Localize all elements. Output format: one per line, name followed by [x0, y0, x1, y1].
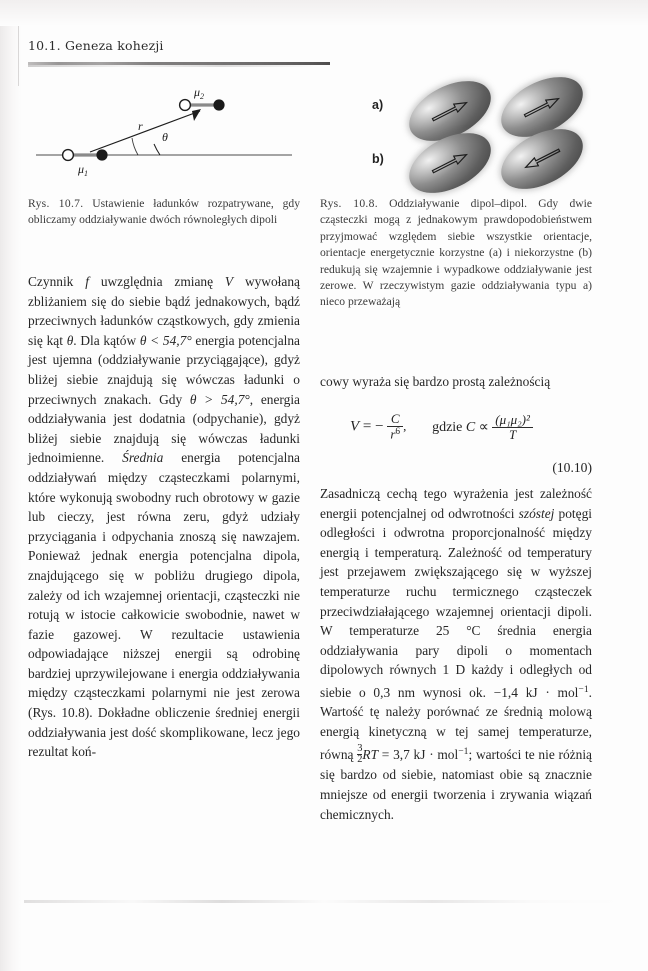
figure-10-8-caption-label: Rys. 10.8. — [320, 197, 378, 210]
proportional-sign: ∝ — [478, 419, 489, 435]
text-run: energia potencjalna jest ujemna (oddziaływanie przyciągające), gdyż bliżej siebie znajdują się wówczas ładunki o przeciwnych znakach. Gdy — [28, 332, 301, 407]
scan-bottom-noise — [24, 900, 624, 903]
fraction-denominator: T — [492, 427, 533, 442]
dipole-geometry-diagram — [28, 78, 300, 186]
symbol-V: V — [224, 274, 234, 289]
symbol-C: C — [465, 419, 476, 435]
scan-spine-mark — [18, 26, 19, 86]
figure-10-7 — [28, 78, 300, 186]
symbol-V: V — [350, 418, 360, 435]
text-run: energia potencjalna oddziaływań między cząsteczkami polarnymi, które wykonują swobodny ruch obrotowy w gazie lub cieczy, jest równa zeru, gdyż udziały przyciągania i odpychania znoszą się nawzajem. Ponieważ jednak energia potencjalna dipola, znajdującego się w pobliżu drugiego dipola, zależy od ich wzajemnej orientacji, cząsteczki nie rotują w istocie całkowicie swobodnie, nawet w fazie gazowej. W rezultacie ustawienia odpowiadające niższej energii są odrobinę bardziej uprzywilejowane i energia oddziaływania między cząsteczkami polarnymi nie jest zerowa (Rys. 10.8). Dokładne obliczenie średniej energii oddziaływania jest dość skomplikowane, lecz jego rezultat koń- — [28, 450, 300, 760]
symbol-RT: RT — [362, 746, 379, 762]
label-theta: θ — [162, 130, 168, 144]
exponent-6: 6 — [395, 427, 401, 438]
text-run: ; wartości te nie różnią się bardzo od siebie, natomiast obie są znacznie mniejsze od energii tworzenia i zrywania wiązań chemicznych. — [320, 746, 592, 822]
figure-10-7-caption-label: Rys. 10.7. — [28, 197, 84, 210]
text-run: uwzględnia zmianę — [88, 274, 225, 289]
label-r: r — [138, 119, 143, 133]
label-mu1: $\mu_1$ — [78, 162, 89, 178]
dipole-arrow-right — [415, 141, 485, 184]
fraction-mu-squared-over-T — [492, 413, 533, 442]
dipole-arrow-left — [507, 137, 577, 180]
word-gdzie: gdzie — [432, 419, 463, 435]
text-run: Czynnik — [28, 274, 86, 289]
text-run: . Dla kątów — [73, 332, 140, 348]
text-run: , energia oddziaływania jest dodatnia (odpychanie), gdyż bliżej siebie znajdują się wówczas ładunki jednoimienne. — [28, 391, 300, 466]
condition-theta-less: θ < 54,7° — [139, 332, 192, 348]
paragraph-czynnik-f — [28, 272, 300, 762]
emphasis-szostej: szóstej — [518, 505, 555, 521]
figure-10-8 — [372, 82, 618, 190]
figure-10-7-caption — [28, 196, 300, 229]
text-run: potęgi odległości i odwrotna proporcjonalność między energią i temperaturą. Zależność od temperatury jest przejawem zwiększającego się w wyższej temperaturze ruchu termicznego cząsteczek przeciwdziałającego wzajemnej orientacji dipoli. W temperaturze 25 °C średnia energia oddziaływania pary dipoli o momentach dipolowych równych 1 D każdy i odległych od siebie o 0,3 nm wynosi ok. −1,4 kJ · mol — [320, 505, 592, 700]
fraction-C-over-r6 — [387, 412, 403, 442]
figure-10-8-caption — [320, 196, 592, 311]
symbol-theta: θ — [66, 332, 74, 348]
figure-10-8-caption-text: Oddziaływanie dipol–dipol. Gdy dwie cząsteczki mogą z jednakowym prawdopodobieństwem przyjmować względem siebie wszystkie orientacje, orientacje energetycznie korzystne (a) i niekorzystne (b) redukują się wzajemnie i wypadkowe oddziaływanie jest zerowe. W rzeczywistym gazie oddziaływania typu a) nieco przeważają — [320, 197, 592, 309]
equation-lhs — [350, 412, 406, 442]
text-run: wywołaną zbliżaniem się do siebie bądź jednakowych, bądź przeciwnych ładunków cząstkowych, gdy zmienia się kąt — [28, 274, 300, 348]
fraction-denominator: 2 — [357, 754, 363, 765]
equals-minus: = − — [362, 418, 384, 435]
equation-comma: , — [403, 418, 407, 434]
exponent-minus-one: −1 — [458, 745, 469, 757]
scan-edge-shadow — [0, 0, 22, 971]
fraction-denominator — [387, 426, 403, 442]
dipole-arrow-right — [507, 85, 577, 128]
fraction-numerator: (μ₁μ₂)² — [495, 411, 530, 427]
text-run: = 3,7 kJ · mol — [378, 746, 459, 762]
condition-theta-greater: θ > 54,7° — [189, 391, 250, 407]
emphasis-srednia: Średnia — [122, 450, 164, 466]
symbol-f: f — [85, 274, 89, 289]
equation-10-10 — [320, 412, 592, 456]
text-run: Zasadniczą cechą tego wyrażenia jest zależność energii potencjalnej od odwrotności — [320, 486, 592, 521]
label-mu2: $\mu_2$ — [194, 85, 205, 101]
right-column-intro — [320, 372, 592, 392]
fraction-numerator: 3 — [357, 742, 363, 754]
figure-10-8-row-b-label: b) — [372, 152, 384, 166]
exponent-minus-one: −1 — [578, 683, 589, 695]
right-column-body — [320, 484, 592, 824]
scan-top-shadow — [0, 0, 648, 26]
header-rule-ghost — [28, 65, 318, 67]
figure-10-7-caption-text: Ustawienie ładunków rozpatrywane, gdy obliczamy oddziaływanie dwóch równoległych dipoli — [28, 197, 300, 227]
symbol-r: r — [390, 426, 396, 442]
figure-10-8-row-a-label: a) — [372, 98, 384, 112]
text-run: . Wartość tę należy porównać ze średnią molową energią kinetyczną w tej samej temperaturze, równą — [320, 684, 592, 762]
left-column-body — [28, 272, 300, 762]
equation-number-10-10: (10.10) — [552, 460, 592, 475]
page-running-head: 10.1. Geneza kohezji — [28, 38, 164, 53]
paragraph-zasadnicza-cecha — [320, 484, 592, 824]
paragraph-intro: cowy wyraża się bardzo prostą zależnością — [320, 374, 551, 389]
fraction-numerator: C — [390, 411, 400, 426]
equation-rhs — [432, 413, 533, 442]
dipole-arrow-right — [415, 89, 485, 132]
